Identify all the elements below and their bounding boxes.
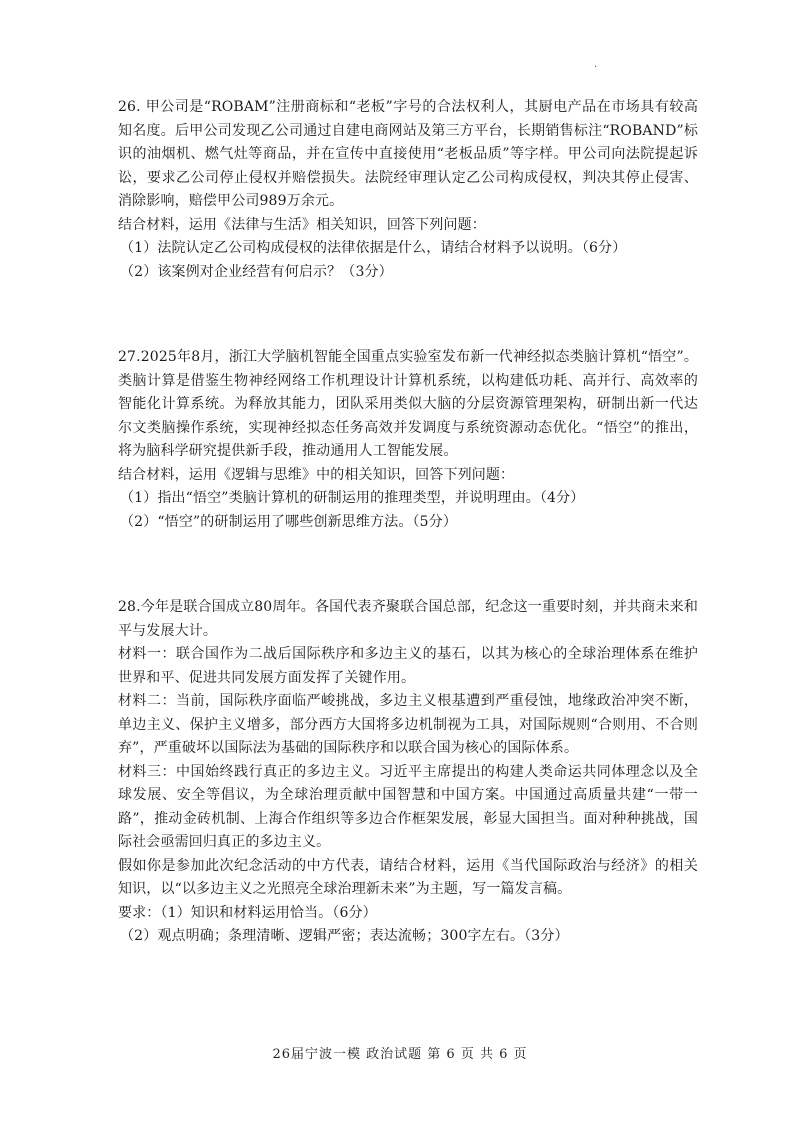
q28-req1: 要求：（1）知识和材料运用恰当。（6分） — [118, 904, 377, 921]
q28-stem: 28.今年是联合国成立80周年。各国代表齐聚联合国总部，纪念这一重要时刻，并共商未来和平与发展大计。 — [118, 599, 698, 639]
question-28 — [118, 596, 698, 949]
q26-sub2: （2）该案例对企业经营有何启示？（3分） — [120, 263, 393, 280]
q28-task: 假如你是参加此次纪念活动的中方代表，请结合材料，运用《当代国际政治与经济》的相关知识，以“以多边主义之光照亮全球治理新未来”为主题，写一篇发言稿。 — [118, 857, 698, 897]
q26-sub1: （1）法院认定乙公司构成侵权的法律依据是什么，请结合材料予以说明。（6分） — [120, 240, 627, 256]
question-26 — [118, 96, 698, 284]
q27-sub1: （1）指出“悟空”类脑计算机的研制运用的推理类型，并说明理由。（4分） — [120, 490, 585, 506]
page-footer: 26届宁波一模 政治试题 第 6 页 共 6 页 — [272, 1047, 528, 1062]
scan-mark: · — [594, 62, 598, 73]
q27-sub2: （2）“悟空”的研制运用了哪些创新思维方法。（5分） — [120, 513, 458, 530]
q27-stem: 27.2025年8月，浙江大学脑机智能全国重点实验室发布新一代神经拟态类脑计算机“悟空”。类脑计算是借鉴生物神经网络工作机理设计计算机系统，以构建低功耗、高并行、高效率的智能化计算系统。为释放其能力，团队采用类似大脑的分层资源管理架构，研制出新一代达尔文类脑操作系统，实现神经拟态任务高效并发调度与系统资源动态优化。“悟空”的推出，将为脑科学研究提供新手段，推动通用人工智能发展。 — [118, 349, 698, 459]
q28-material1: 材料一：联合国作为二战后国际秩序和多边主义的基石，以其为核心的全球治理体系在维护世界和平、促进共同发展方面发挥了关键作用。 — [118, 646, 698, 686]
q27-instruction: 结合材料，运用《逻辑与思维》中的相关知识，回答下列问题： — [118, 466, 515, 483]
q28-material2: 材料二：当前，国际秩序面临严峻挑战，多边主义根基遭到严重侵蚀，地缘政治冲突不断，单边主义、保护主义增多，部分西方大国将多边机制视为工具，对国际规则“合则用、不合则弃”，严重破坏以国际法为基础的国际秩序和以联合国为核心的国际体系。 — [118, 693, 698, 756]
q26-instruction: 结合材料，运用《法律与生活》相关知识，回答下列问题： — [118, 216, 486, 233]
q28-req2: （2）观点明确；条理清晰、逻辑严密；表达流畅；300字左右。（3分） — [120, 928, 569, 944]
q26-stem: 26. 甲公司是“ROBAM”注册商标和“老板”字号的合法权利人，其厨电产品在市场具有较高知名度。后甲公司发现乙公司通过自建电商网站及第三方平台，长期销售标注“ROBAND”标识的油烟机、燃气灶等商品，并在宣传中直接使用“老板品质”等字样。甲公司向法院提起诉讼，要求乙公司停止侵权并赔偿损失。法院经审理认定乙公司构成侵权，判决其停止侵害、消除影响，赔偿甲公司989万余元。 — [118, 99, 698, 209]
q28-material3: 材料三：中国始终践行真正的多边主义。习近平主席提出的构建人类命运共同体理念以及全球发展、安全等倡议，为全球治理贡献中国智慧和中国方案。中国通过高质量共建“一带一路”，推动金砖机制、上海合作组织等多边合作框架发展，彰显大国担当。面对种种挑战，国际社会亟需回归真正的多边主义。 — [118, 763, 698, 850]
question-27 — [118, 346, 698, 534]
